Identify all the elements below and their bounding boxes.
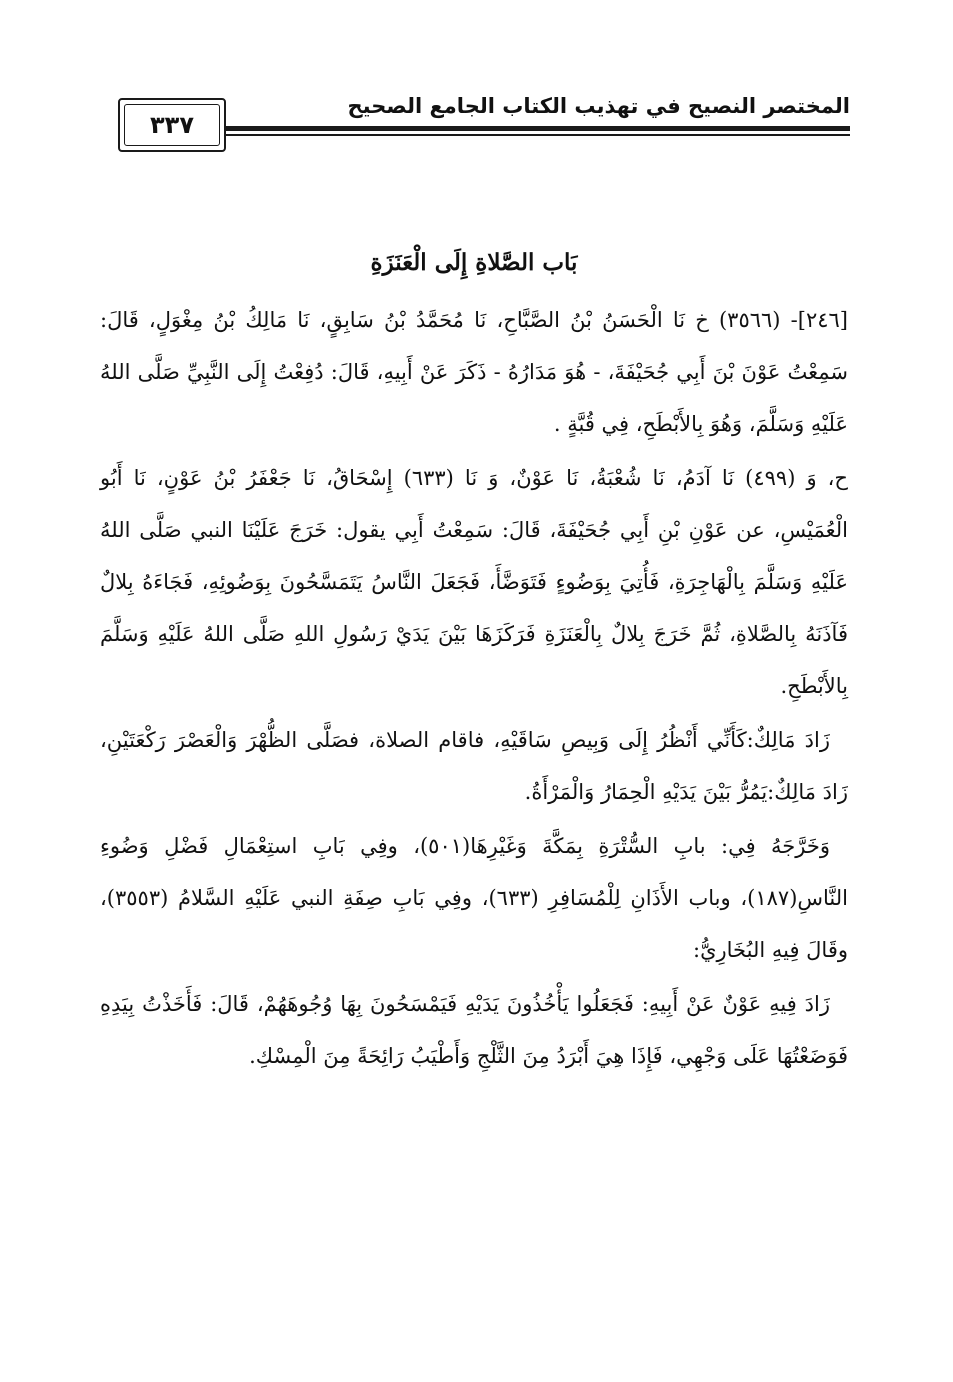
paragraph-second-chain: ح، وَ (٤٩٩) نَا آدَمُ، نَا شُعْبَةُ، نَا عَوْنٌ، وَ نَا (٦٣٣) إِسْحَاقُ، نَا جَعْفَرُ بْنُ عَوْنٍ، نَا أَبُو الْعُمَيْسِ، عن عَوْنِ بْنِ أَبِي جُحَيْفَةَ، قَالَ: سَمِعْتُ أَبِي يقول: خَرَجَ عَلَيْنَا النبي صَلَّى اللهُ عَلَيْهِ وَسَلَّمَ بِالْهَاجِرَةِ، فَأُتِيَ بِوَضُوءٍ فَتَوَضَّأَ، فَجَعَلَ النَّاسُ يَتَمَسَّحُونَ بِوَضُوئِهِ، فَجَاءَهُ بِلالٌ فَآذَنَهُ بِالصَّلاةِ، ثُمَّ خَرَجَ بِلالٌ بِالْعَنَزَةِ فَرَكَزَهَا بَيْنَ يَدَيْ رَسُولِ اللهِ صَلَّى اللهُ عَلَيْهِ وَسَلَّمَ بِالأَبْطَحِ. bbox=[100, 466, 848, 698]
header-rule-thin bbox=[226, 134, 850, 136]
paragraph-cross-references: وَخَرَّجَهُ فِي: بابِ السُّتْرَةِ بِمَكَّةَ وَغَيْرِهَا(٥٠١)، وفِي بَابِ استِعْمَالِ فَضْلِ وَضُوءِ النَّاسِ(١٨٧)، وباب الأَذَانِ لِلْمُسَافِرِ (٦٣٣)، وفِي بَابِ صِفَةِ النبي عَلَيْهِ السَّلامُ (٣٥٥٣)، وقَالَ فِيهِ البُخَارِيُّ: bbox=[100, 834, 848, 962]
paragraph-malik-addition: زَادَ مَالِكٌ:كَأَنِّي أَنْظُرُ إِلَى وَبِيصِ سَاقَيْهِ، فاقام الصلاة، فصَلَّى الظُّهْرَ وَالْعَصْرَ رَكْعَتَيْنِ، زَادَ مَالِكٌ:يَمُرُّ بَيْنَ يَدَيْهِ الْحِمَارُ وَالْمَرْأَةُ. bbox=[100, 728, 848, 804]
header-rule-thick bbox=[226, 126, 850, 131]
paragraph-hadith-chain: [٢٤٦]- (٣٥٦٦) خ نَا الْحَسَنُ بْنُ الصَّبَّاحِ، نَا مُحَمَّدُ بْنُ سَابِقٍ، نَا مَالِكُ بْنُ مِغْوَلٍ، قَالَ: سَمِعْتُ عَوْنَ بْنَ أَبِي جُحَيْفَةَ، - هُوَ مَدَارُهُ - ذَكَرَ عَنْ أَبِيهِ، قَالَ: دُفِعْتُ إِلَى النَّبِيِّ صَلَّى اللهُ عَلَيْهِ وَسَلَّمَ، وَهُوَ بِالأَبْطَحِ، فِي قُبَّةٍ . bbox=[100, 308, 848, 436]
running-title: المختصر النصيح في تهذيب الكتاب الجامع الصحيح bbox=[347, 94, 850, 118]
paragraph-awn-addition: زَادَ فِيهِ عَوْنٌ عَنْ أَبِيهِ: فَجَعَلُوا يَأْخُذُونَ يَدَيْهِ فَيَمْسَحُونَ بِهَا وُجُوهَهُمْ، قَالَ: فَأَخَذْتُ بِيَدِهِ فَوَضَعْتُهَا عَلَى وَجْهِي، فَإِذَا هِيَ أَبْرَدُ مِنَ الثَّلْجِ وَأَطْيَبُ رَائِحَةً مِنَ الْمِسْكِ. bbox=[100, 992, 848, 1068]
main-text bbox=[100, 238, 848, 1084]
chapter-title: بَاب الصَّلاةِ إِلَى الْعَنَزَةِ bbox=[370, 249, 578, 276]
running-header bbox=[108, 86, 850, 166]
page-number-frame bbox=[118, 98, 226, 152]
page-number: ٣٣٧ bbox=[150, 111, 194, 139]
